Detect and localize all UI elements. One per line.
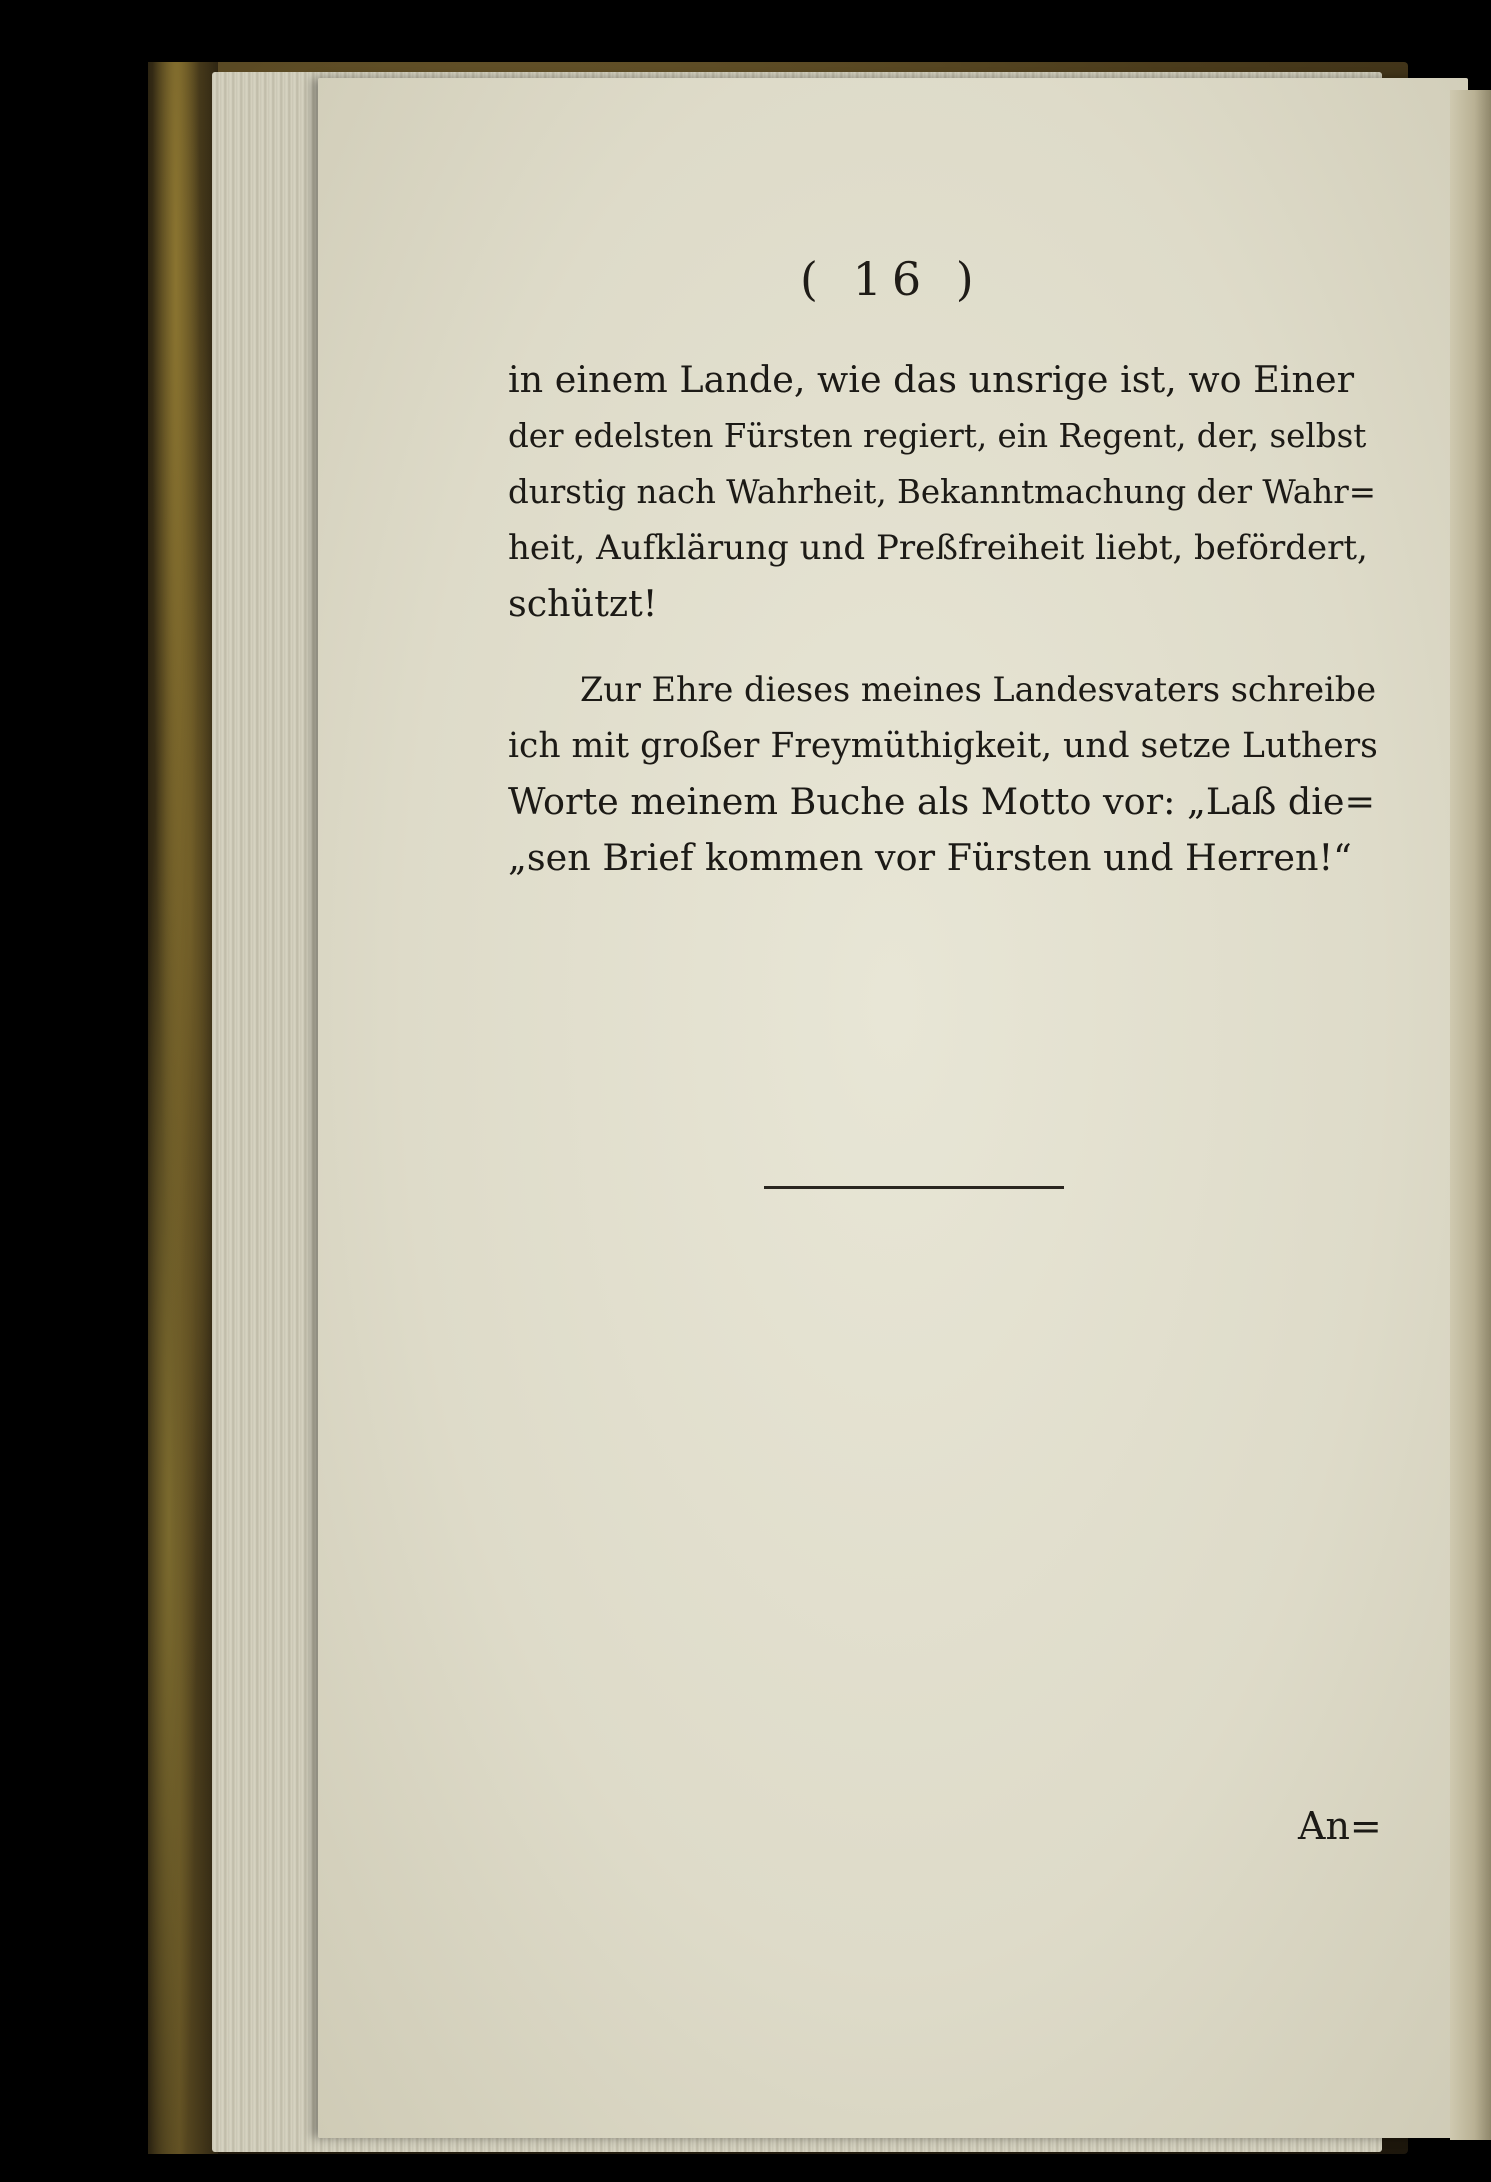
paragraph-line-content: „sen Brief kommen vor Fürsten und Herren!“ [508, 836, 1352, 879]
paragraph-line-content: ich mit großer Freymüthigkeit, und setze Luthers [508, 726, 1378, 766]
paragraph-line [580, 662, 1378, 718]
paragraph-line-content: Zur Ehre dieses meines Landesvaters schreibe [580, 670, 1377, 709]
text-line-content: durstig nach Wahrheit, Bekanntmachung der Wahr= [508, 473, 1377, 511]
catchword: An= [1298, 1804, 1382, 1848]
section-divider [764, 1186, 1064, 1189]
page-number: ( 16 ) [800, 252, 984, 306]
text-line [508, 520, 1378, 576]
paragraph-line [508, 830, 1378, 886]
text-line-content: heit, Aufklärung und Preßfreiheit liebt, befördert, [508, 528, 1368, 568]
text-line [508, 576, 1378, 632]
facing-page-edge [1450, 90, 1491, 2140]
text-line-content: der edelsten Fürsten regiert, ein Regent, der, selbst [508, 417, 1367, 455]
paragraph-line [508, 774, 1378, 830]
text-line-content: in einem Lande, wie das unsrige ist, wo Einer [508, 358, 1355, 401]
text-line [508, 352, 1378, 408]
text-line [508, 464, 1378, 520]
paragraph-line-content: Worte meinem Buche als Motto vor: „Laß die= [508, 780, 1376, 823]
paragraph-line [508, 718, 1378, 774]
book-spine [148, 62, 218, 2154]
text-line [508, 408, 1378, 464]
text-line-content: schützt! [508, 582, 658, 625]
